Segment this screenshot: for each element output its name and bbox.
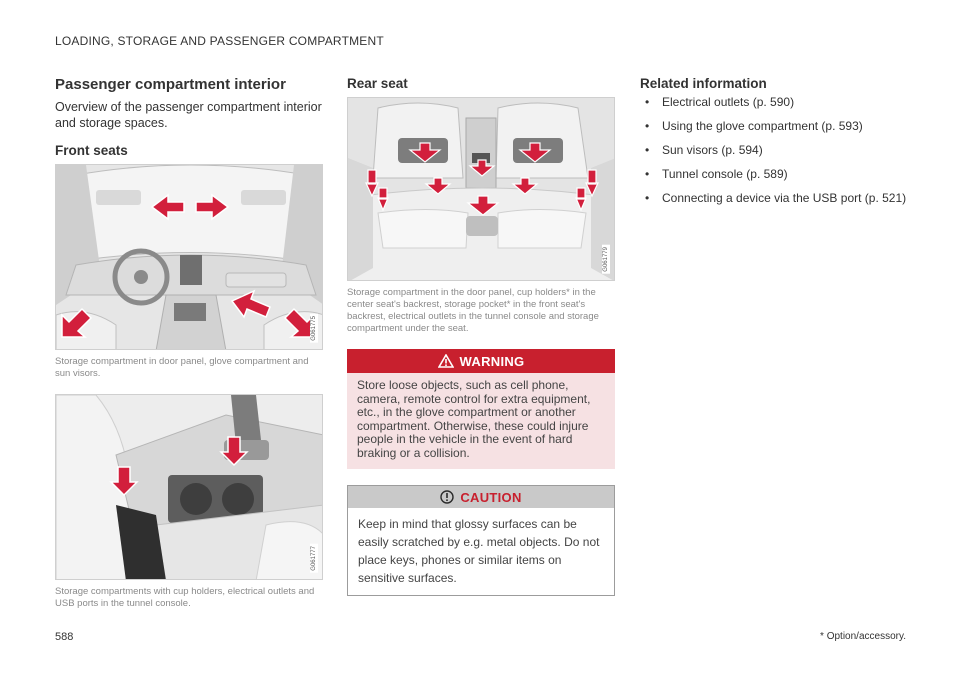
related-link[interactable]	[640, 167, 908, 181]
front-seats-illustration	[56, 165, 323, 350]
related-link[interactable]	[640, 143, 908, 157]
warning-text: Store loose objects, such as cell phone, camera, remote control for extra equipment, etc., in the glove compartment or another compartment. Otherwise, these could injure people in the vehicle in the event of hard braking or a collision.	[357, 378, 591, 460]
related-link-text[interactable]: Tunnel console (p. 589)	[662, 167, 788, 181]
caution-text: Keep in mind that glossy surfaces can be easily scratched by e.g. metal objects. Do not place keys, phones or similar items on sensitive surfaces.	[348, 508, 614, 595]
related-link[interactable]	[640, 191, 908, 205]
related-info-heading: Related information	[640, 76, 767, 91]
front-seats-heading: Front seats	[55, 143, 128, 158]
related-link[interactable]	[640, 95, 908, 109]
tunnel-console-figure	[55, 394, 323, 580]
warning-label: WARNING	[459, 353, 525, 369]
related-link-text[interactable]: Connecting a device via the USB port (p. 521)	[662, 191, 907, 205]
column-3	[640, 76, 908, 215]
rear-seat-heading: Rear seat	[347, 76, 408, 91]
caution-exclamation-icon	[440, 490, 454, 504]
related-link[interactable]	[640, 119, 908, 133]
caution-box	[347, 485, 615, 596]
column-2	[347, 76, 615, 596]
figure-code: G061777	[311, 546, 317, 571]
intro-text: Overview of the passenger compartment interior and storage spaces.	[55, 100, 322, 130]
page-number: 588	[55, 631, 74, 643]
related-info-list	[640, 95, 908, 205]
front-seats-figure	[55, 164, 323, 350]
column-1	[55, 76, 323, 610]
warning-header	[347, 349, 615, 373]
warning-triangle-icon	[438, 354, 454, 368]
rear-seat-figure	[347, 97, 615, 281]
figure1-caption: Storage compartment in door panel, glove compartment and sun visors.	[55, 356, 309, 379]
figure-code: G061775	[311, 316, 317, 341]
related-link-text[interactable]: Sun visors (p. 594)	[662, 143, 763, 157]
section-title: Passenger compartment interior	[55, 76, 286, 93]
bullet-glyph: •	[645, 119, 650, 133]
footnote: * Option/accessory.	[820, 631, 906, 642]
warning-box	[347, 349, 615, 469]
bullet-glyph: •	[645, 143, 650, 157]
bullet-glyph: •	[645, 191, 650, 205]
related-link-text[interactable]: Electrical outlets (p. 590)	[662, 95, 795, 109]
bullet-glyph: •	[645, 95, 650, 109]
figure3-caption: Storage compartment in the door panel, cup holders* in the center seat's backrest, storage pocket* in the front seat's backrest, electrical outlets in the tunnel console and storage compartment under the seat.	[347, 287, 599, 334]
rear-seat-illustration	[348, 98, 615, 281]
caution-header	[348, 486, 614, 508]
bullet-glyph: •	[645, 167, 650, 181]
figure-code: G061779	[603, 247, 609, 272]
related-link-text[interactable]: Using the glove compartment (p. 593)	[662, 119, 863, 133]
caution-label: CAUTION	[460, 489, 522, 505]
figure2-caption: Storage compartments with cup holders, electrical outlets and USB ports in the tunnel console.	[55, 586, 315, 609]
running-head: LOADING, STORAGE AND PASSENGER COMPARTMENT	[55, 34, 384, 48]
tunnel-console-illustration	[56, 395, 323, 580]
